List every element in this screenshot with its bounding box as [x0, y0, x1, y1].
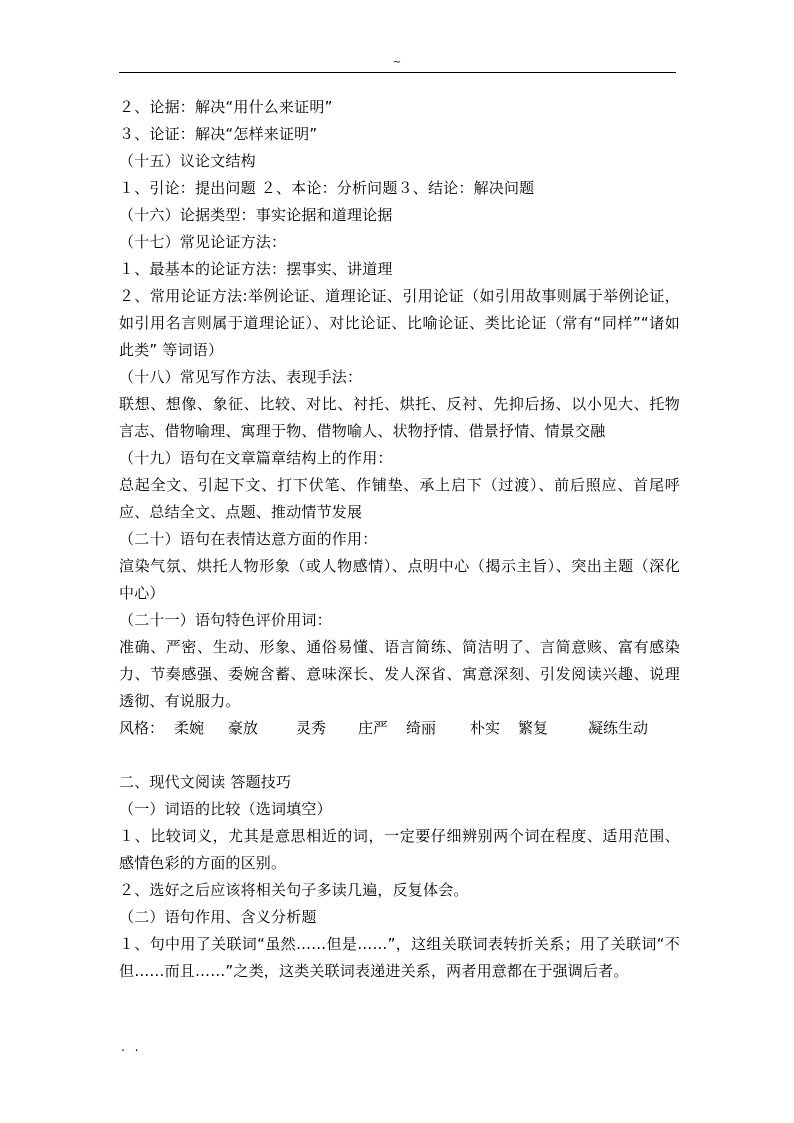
style-item: 庄严	[358, 719, 389, 737]
section-heading: （十八）常见写作方法、表现手法：	[119, 368, 363, 386]
text-paragraph: １、句中用了关联词“虽然……但是……”，这组关联词表转折关系；用了关联词“不但……而且……”之类，这类关联词表递进关系，两者用意都在于强调后者。	[119, 935, 680, 980]
text-paragraph: 准确、严密、生动、形象、通俗易懂、语言简练、简洁明了、言简意赅、富有感染力、节奏感强、委婉含蓄、意味深长、发人深省、寓意深刻、引发阅读兴趣、说理透彻、有说服力。	[119, 638, 680, 710]
style-item: 繁复	[518, 719, 549, 737]
section-heading: （二十）语句在表情达意方面的作用：	[119, 530, 378, 548]
style-item: 朴实	[470, 719, 501, 737]
style-item: 绮丽	[406, 719, 437, 737]
header-mark: ~	[392, 57, 402, 68]
section-heading: （十五）议论文结构	[119, 152, 256, 170]
section-heading: （二十一）语句特色评价用词：	[119, 611, 332, 629]
style-item: 豪放	[228, 719, 259, 737]
section-heading: （二）语句作用、含义分析题	[119, 908, 317, 926]
document-body	[119, 94, 680, 985]
text-line: ２、选好之后应该将相关句子多读几遍，反复体会。	[119, 881, 469, 899]
section-heading: （十九）语句在文章篇章结构上的作用：	[119, 449, 393, 467]
text-line: ３、论证：解决“怎样来证明”	[119, 125, 318, 143]
text-line: １、引论：提出问题 ２、本论：分析问题３、结论：解决问题	[119, 179, 535, 197]
text-paragraph: 总起全文、引起下文、打下伏笔、作铺垫、承上启下（过渡）、前后照应、首尾呼应、总结全文、点题、推动情节发展	[119, 476, 680, 521]
section-heading: 二、现代文阅读 答题技巧	[119, 773, 292, 791]
section-heading: （十六）论据类型：事实论据和道理论据	[119, 206, 393, 224]
text-line: １、最基本的论证方法：摆事实、讲道理	[119, 260, 393, 278]
style-item: 柔婉	[174, 719, 205, 737]
style-row	[119, 715, 680, 742]
text-paragraph: 联想、想像、象征、比较、对比、衬托、烘托、反衬、先抑后扬、以小见大、托物言志、借物喻理、寓理于物、借物喻人、状物抒情、借景抒情、情景交融	[119, 395, 680, 440]
style-label: 风格：	[119, 719, 165, 737]
footer-mark: . .	[121, 1040, 142, 1054]
header-rule	[119, 72, 676, 73]
text-line: ２、论据：解决“用什么来证明”	[119, 98, 333, 116]
text-paragraph: １、比较词义，尤其是意思相近的词，一定要仔细辨别两个词在程度、适用范围、感情色彩的方面的区别。	[119, 827, 680, 872]
text-paragraph: 渲染气氛、烘托人物形象（或人物感情）、点明中心（揭示主旨）、突出主题（深化中心）	[119, 557, 680, 602]
style-item: 灵秀	[296, 719, 327, 737]
section-heading: （十七）常见论证方法：	[119, 233, 287, 251]
blank-line	[119, 742, 680, 769]
style-item: 凝练生动	[588, 719, 649, 737]
text-paragraph: ２、常用论证方法:举例论证、道理论证、引用论证（如引用故事则属于举例论证，如引用名言则属于道理论证）、对比论证、比喻论证、类比论证（常有“同样”“诸如此类” 等词语）	[119, 287, 680, 359]
section-heading: （一）词语的比较（选词填空）	[119, 800, 332, 818]
